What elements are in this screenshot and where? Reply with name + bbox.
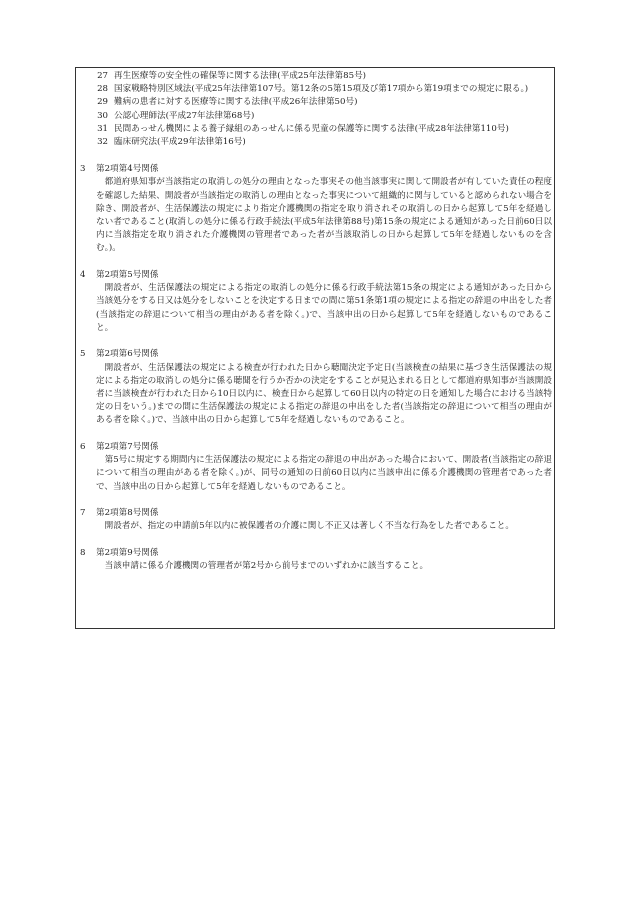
clause-number: 6 [80, 442, 86, 453]
clause-number: 4 [80, 270, 86, 281]
clause-body: 当該申請に係る介護機関の管理者が第2号から前号までのいずれかに該当すること。 [104, 561, 429, 572]
law-item [80, 83, 552, 96]
clause-body: 都道府県知事が当該指定の取消しの処分の理由となった事実その他当該事実に関して開設者が有していた責任の程度を確認した結果、開設者が当該指定の取消しの理由となった事実について組織的に関与していると認められない場合を除き、開設者が、生活保護法の規定により指定介護機関の指定を取り消されその取消しの日から起算して5年を経過しない者であること(取消しの処分に係る行政手続法(平成5年法律第88号)第15条の規定による通知があった日前60日以内に当該指定を取り消された介護機関の管理者であった者が当該取消しの日から起算して5年を経過しないものを含む。)。 [96, 177, 552, 254]
clause-heading [80, 269, 552, 282]
clause-body: 開設者が、生活保護法の規定による指定の取消しの処分に係る行政手続法第15条の規定による通知があった日から当該処分をする日又は処分をしないことを決定する日までの間に第51条第1項の規定による指定の辞退の申出をした者(当該指定の辞退について相当の理由がある者を除く。)で、当該申出の日から起算して5年を経過しないものであること。 [96, 283, 552, 333]
clause-title: 第2項第7号関係 [96, 442, 159, 453]
clause-item [80, 547, 552, 573]
clause-item [80, 348, 552, 427]
law-list [80, 70, 552, 149]
clause-title: 第2項第4号関係 [96, 164, 159, 175]
clause-number: 8 [80, 548, 86, 559]
law-number: 28 [97, 84, 108, 95]
clause-item [80, 269, 552, 335]
clause-heading [80, 163, 552, 176]
law-item [80, 70, 552, 83]
clause-number: 5 [80, 349, 86, 360]
clause-body: 第5号に規定する期間内に生活保護法の規定による指定の辞退の申出があった場合において、開設者(当該指定の辞退について相当の理由がある者を除く。)が、同号の通知の日前60日以内に当該申出に係る介護機関の管理者であった者で、当該申出の日から起算して5年を経過しないものであること。 [96, 455, 552, 492]
law-text: 難病の患者に対する医療等に関する法律(平成26年法律第50号) [114, 97, 358, 108]
law-item [80, 136, 552, 149]
law-text: 公認心理師法(平成27年法律第68号) [114, 110, 255, 121]
clause-title: 第2項第9号関係 [96, 548, 159, 559]
law-item [80, 110, 552, 123]
clause-list [80, 163, 552, 573]
law-item [80, 123, 552, 136]
clause-number: 7 [80, 508, 86, 519]
law-number: 32 [97, 137, 108, 148]
clause-title: 第2項第5号関係 [96, 270, 159, 281]
document-content [80, 70, 552, 587]
clause-item [80, 507, 552, 533]
law-number: 27 [97, 71, 108, 81]
law-number: 31 [97, 123, 108, 134]
law-item [80, 96, 552, 109]
law-number: 30 [97, 110, 108, 121]
law-text: 国家戦略特別区域法(平成25年法律第107号。第12条の5第15項及び第17項から第19項までの規定に限る。) [114, 84, 529, 95]
clause-heading [80, 507, 552, 520]
clause-item [80, 441, 552, 494]
law-text: 民間あっせん機関による養子縁組のあっせんに係る児童の保護等に関する法律(平成28年法律第110号) [114, 123, 509, 134]
clause-heading [80, 348, 552, 361]
clause-item [80, 163, 552, 255]
clause-body: 開設者が、生活保護法の規定による検査が行われた日から聴聞決定予定日(当該検査の結果に基づき生活保護法の規定による指定の取消しの処分に係る聴聞を行うか否かの決定をすることが見込まれる日として都道府県知事が当該開設者に当該検査が行われた日から10日以内に、検査日から起算して60日以内の特定の日を通知した場合における当該特定の日をいう。)までの間に生活保護法の規定による指定の辞退の申出をした者(当該指定の辞退について相当の理由がある者を除く。)で、当該申出の日から起算して5年を経過しないものであること。 [96, 362, 552, 426]
clause-number: 3 [80, 164, 86, 175]
clause-heading [80, 441, 552, 454]
law-text: 臨床研究法(平成29年法律第16号) [114, 137, 246, 148]
law-text: 再生医療等の安全性の確保等に関する法律(平成25年法律第85号) [114, 71, 367, 81]
clause-heading [80, 547, 552, 560]
clause-title: 第2項第8号関係 [96, 508, 159, 519]
clause-title: 第2項第6号関係 [96, 349, 159, 360]
law-number: 29 [97, 97, 108, 108]
clause-body: 開設者が、指定の申請前5年以内に被保護者の介護に関し不正又は著しく不当な行為をした者であること。 [104, 521, 514, 532]
